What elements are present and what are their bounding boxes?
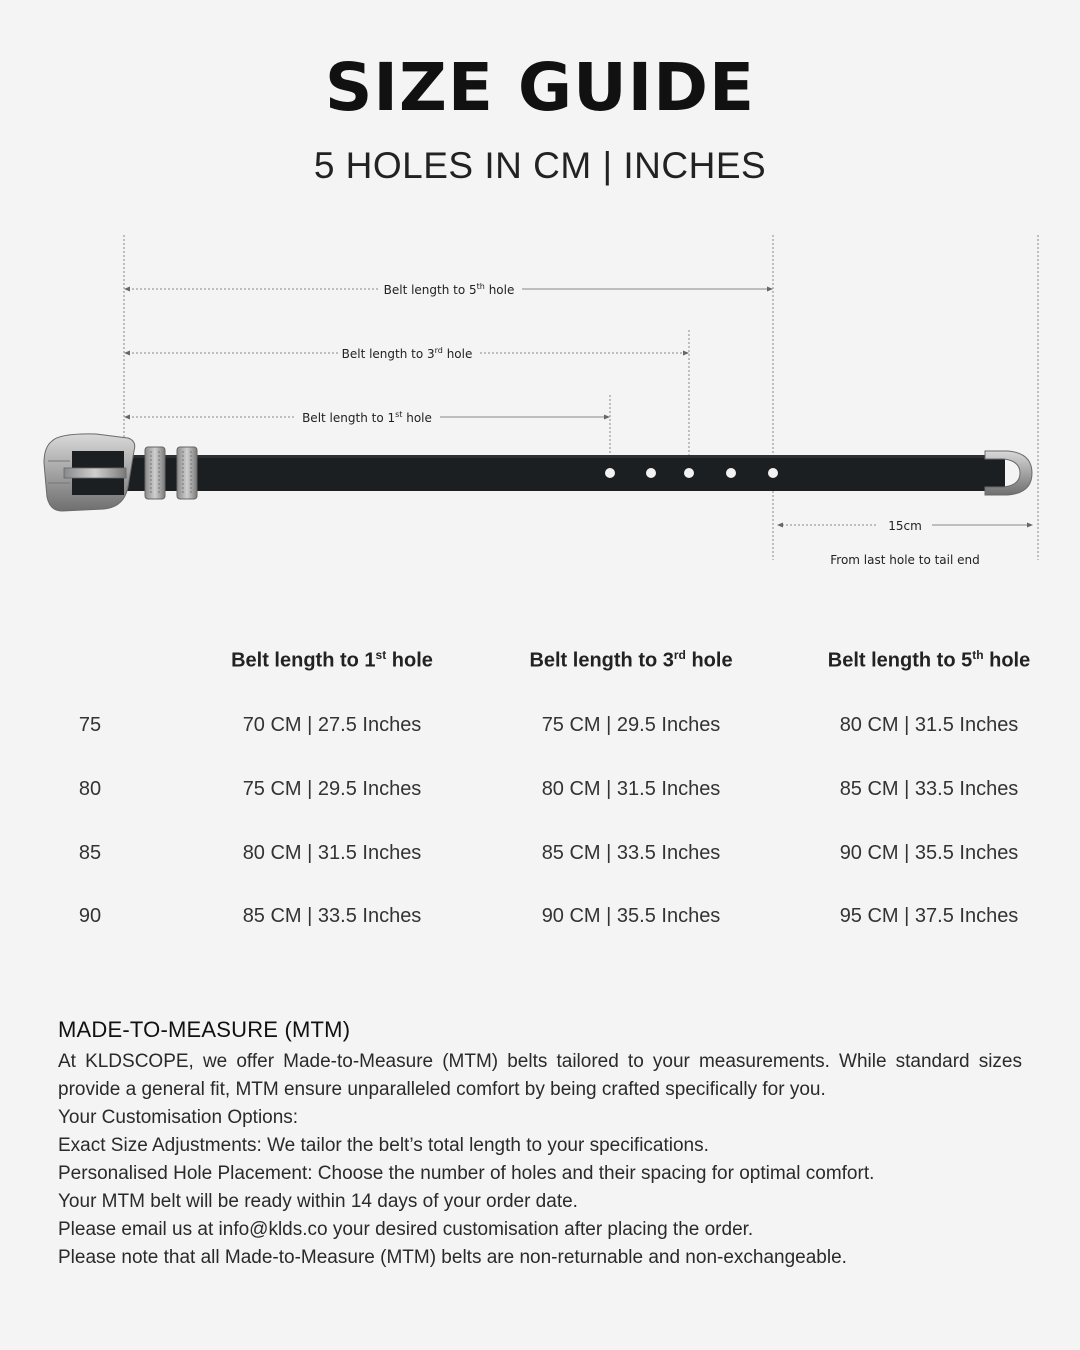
- row-size: 85: [78, 842, 102, 864]
- table-cell: 85 CM | 33.5 Inches: [541, 842, 721, 864]
- belt-diagram: [0, 225, 1080, 585]
- mtm-options-title: Your Customisation Options:: [58, 1107, 299, 1128]
- page-title: SIZE GUIDE: [324, 49, 756, 126]
- belt-strap: [120, 455, 1005, 491]
- mtm-option-holes: Personalised Hole Placement: Choose the number of holes and their spacing for optimal comfort.: [58, 1163, 875, 1184]
- mtm-ready-note: Your MTM belt will be ready within 14 days of your order date.: [58, 1191, 578, 1212]
- row-size: 75: [78, 714, 102, 736]
- mtm-heading: MADE-TO-MEASURE (MTM): [58, 1017, 351, 1042]
- col-header-3rd: Belt length to 3rd hole: [529, 648, 733, 672]
- label-1st: Belt length to 1st hole: [302, 410, 432, 425]
- belt-buckle: [44, 434, 135, 511]
- table-cell: 95 CM | 37.5 Inches: [839, 905, 1019, 927]
- mtm-option-size: Exact Size Adjustments: We tailor the belt’s total length to your specifications.: [58, 1135, 709, 1156]
- table-cell: 70 CM | 27.5 Inches: [242, 714, 422, 736]
- mtm-intro: At KLDSCOPE, we offer Made-to-Measure (MTM) belts tailored to your measurements. While standard sizes provide a general fit, MTM ensure unparalleled comfort by being crafted specifically for you.: [58, 1051, 1022, 1100]
- table-cell: 90 CM | 35.5 Inches: [839, 842, 1019, 864]
- row-size: 90: [78, 905, 102, 927]
- table-cell: 85 CM | 33.5 Inches: [839, 778, 1019, 800]
- col-header-5th: Belt length to 5th hole: [827, 648, 1031, 672]
- table-cell: 85 CM | 33.5 Inches: [242, 905, 422, 927]
- tail-length-label: 15cm: [888, 519, 922, 533]
- table-cell: 80 CM | 31.5 Inches: [242, 842, 422, 864]
- label-3rd: Belt length to 3rd hole: [341, 346, 473, 361]
- table-cell: 75 CM | 29.5 Inches: [242, 778, 422, 800]
- table-cell: 80 CM | 31.5 Inches: [541, 778, 721, 800]
- col-header-1st: Belt length to 1st hole: [231, 648, 433, 672]
- page-subtitle: 5 HOLES IN CM | INCHES: [313, 145, 767, 186]
- mtm-email-note: Please email us at info@klds.co your desired customisation after placing the order.: [58, 1219, 754, 1240]
- table-cell: 75 CM | 29.5 Inches: [541, 714, 721, 736]
- mtm-section: [58, 1014, 1022, 1272]
- label-5th: Belt length to 5th hole: [383, 282, 515, 297]
- reference-lines: [124, 235, 1038, 560]
- table-cell: 90 CM | 35.5 Inches: [541, 905, 721, 927]
- tail-caption: From last hole to tail end: [830, 553, 980, 567]
- mtm-return-note: Please note that all Made-to-Measure (MTM) belts are non-returnable and non-exchangeable.: [58, 1247, 847, 1268]
- table-cell: 80 CM | 31.5 Inches: [839, 714, 1019, 736]
- row-size: 80: [78, 778, 102, 800]
